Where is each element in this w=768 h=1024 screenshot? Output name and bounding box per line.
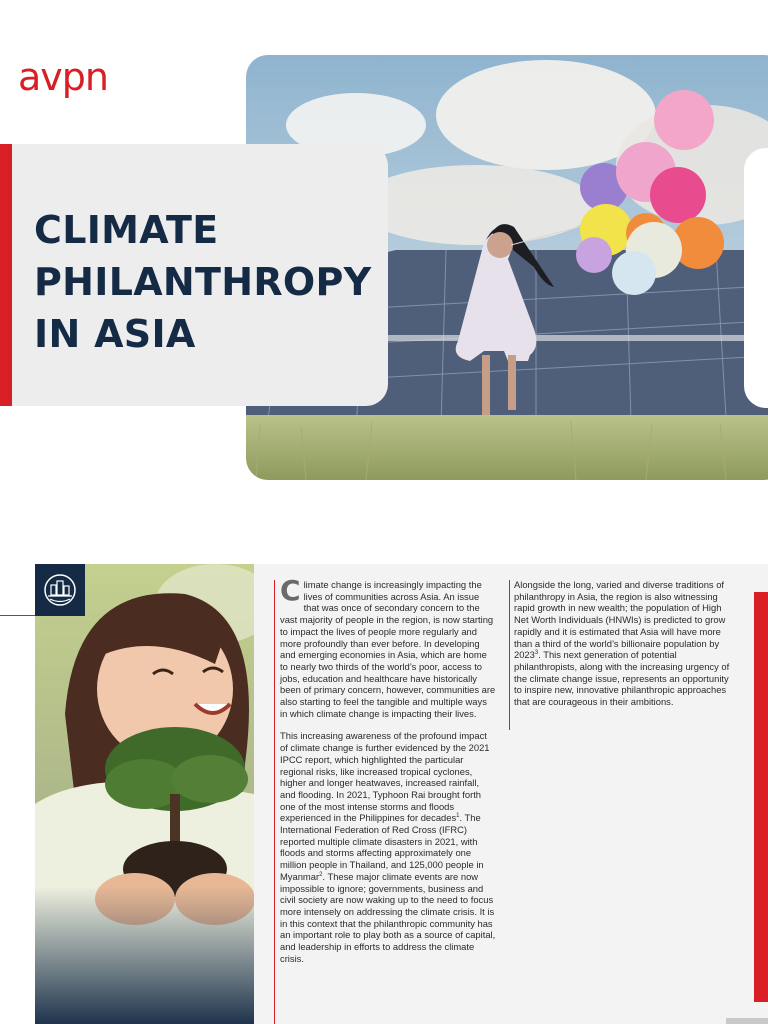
paragraph-text: . The International Federation of Red Cross (IFRC) reported multiple climate disasters in 2021, with floods and storms affecting approximately one million people in Thailand, and 125,000 people in Myanmar <box>280 812 484 882</box>
title-line-3: IN ASIA <box>34 312 196 356</box>
title-line-1: CLIMATE <box>34 208 219 252</box>
avpn-logo: avpn <box>18 55 108 99</box>
city-globe-icon <box>35 564 85 616</box>
footnote-ref: 2 <box>319 871 323 878</box>
paragraph-text: . These major climate events are now impossible to ignore; governments, business and civil society are now waking up to the need to focus more intensely on addressing the climate crisis. It is in this context that the philanthropic community has an important role to play both as a source of capital, and leadership in efforts to address the climate crisis. <box>280 870 496 964</box>
paragraph-text: This increasing awareness of the profound impact of climate change is further evidenced by the 2021 IPCC report, which highlighted the particular regional risks, like increased tropical cyclones, higher and longer heatwaves, increased rainfall, and flooding. In 2021, Typhoon Rai brought forth one of the most intense storms and floods experienced in the Philippines for decades <box>280 730 490 824</box>
footnote-ref: 3 <box>534 650 539 657</box>
column-divider-2 <box>509 580 510 730</box>
paragraph <box>280 730 496 964</box>
page-tab <box>726 1018 768 1024</box>
column-divider-1 <box>274 580 275 1024</box>
footnote-ref: 1 <box>456 813 460 820</box>
right-edge-card <box>744 148 768 408</box>
text-column-1 <box>280 574 496 976</box>
paragraph-text: . This next generation of potential philanthropists, along with the increasing urgency of the climate change issue, represents an opportunity to inspire new, innovative philanthropic approaches that are courageous in their ambitions. <box>514 649 730 708</box>
title-accent-bar <box>0 144 12 406</box>
page-title <box>34 204 379 360</box>
badge-accent-line <box>0 615 35 616</box>
drop-cap: C <box>280 574 301 607</box>
paragraph <box>280 574 496 719</box>
right-accent-bar <box>754 592 768 1002</box>
paragraph <box>514 579 734 708</box>
title-line-2: PHILANTHROPY <box>34 260 372 304</box>
child-with-tree-photo <box>35 564 254 1024</box>
text-column-2 <box>514 579 734 719</box>
paragraph-text: Alongside the long, varied and diverse traditions of philanthropy in Asia, the region is also witnessing rapid growth in new wealth; the population of High Net Worth Individuals (HNWIs) is predicted to grow rapidly and it is estimated that Asia will have more than a third of the world’s billionaire population by 2023 <box>514 579 726 661</box>
paragraph-text: limate change is increasingly impacting the lives of communities across Asia. An issue that was once of secondary concern to the vast majority of people in the region, is now starting to impact the lives of people more regularly and more profoundly than ever before. In developing and emerging economies in Asia, which are home to nearly two thirds of the world’s poor, access to jobs, education and healthcare have historically been of primary concern, however, communities are also starting to feel the tangible and multiple ways in which climate change is impacting their lives. <box>280 579 496 719</box>
